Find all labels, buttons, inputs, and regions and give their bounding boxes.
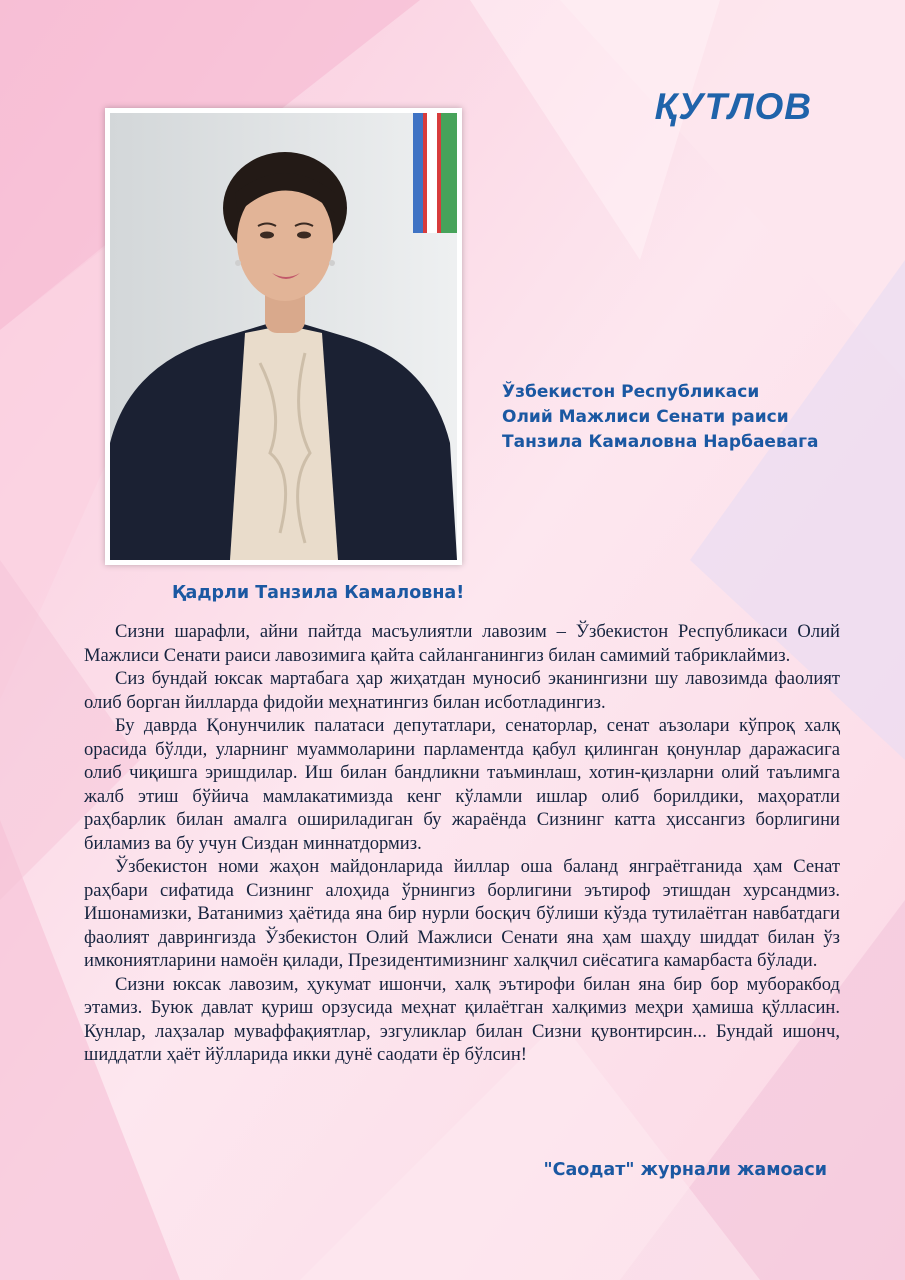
addressee-line: Олий Мажлиси Сенати раиси (502, 407, 789, 427)
addressee-line: Ўзбекистон Республикаси (502, 382, 760, 402)
addressee-line: Танзила Камаловна Нарбаевага (502, 432, 819, 452)
page-title: ҚУТЛОВ (654, 86, 812, 127)
body-paragraph: Сизни юксак лавозим, ҳукумат ишончи, халқ эътирофи билан яна бир бор муборакбод этамиз. Буюк давлат қуриш орзусида меҳнат қилаётган халқимиз меҳри ҳамиша қўлласин. Кунлар, лаҳзалар муваффақиятлар, эзгуликлар билан Сизни қувонтирсин... Бундай ишонч, шиддатли ҳаёт йўлларида икки дунё саодати ёр бўлсин! (84, 973, 840, 1065)
flag-graphic (413, 113, 457, 233)
addressee-block (502, 380, 819, 455)
letter-body (84, 620, 840, 1067)
salutation-heading: Қадрли Танзила Камаловна! (172, 583, 465, 603)
portrait-photo (105, 108, 462, 565)
body-paragraph: Сизни шарафли, айни пайтда масъулиятли лавозим – Ўзбекистон Республикаси Олий Мажлиси Сенати раиси лавозимига қайта сайланганингиз билан самимий табриклаймиз. (84, 621, 840, 666)
signature: "Саодат" журнали жамоаси (543, 1160, 827, 1180)
body-paragraph: Ўзбекистон номи жаҳон майдонларида йиллар оша баланд янграётганида ҳам Сенат раҳбари сифатида Сизнинг алоҳида ўрнингиз борлигини эътироф этишдан хурсандмиз. Ишонамизки, Ватанимиз ҳаётида яна бир нурли босқич бўлиши кўзда тутилаётган навбатдаги фаолият даврингизда Ўзбекистон Олий Мажлиси Сенати яна ҳам шаҳду шиддат билан ўз имкониятларини намоён қилади, Президентимизнинг халқчил сиёсатига камарбаста бўлади. (84, 856, 840, 971)
body-paragraph: Бу даврда Қонунчилик палатаси депутатлари, сенаторлар, сенат аъзолари кўпроқ халқ орасида бўлди, уларнинг муаммоларини парламентда қабул қилинган қонунлар даражасигa олиб чиқишга эришдилар. Иш билан бандликни таъминлаш, хотин-қизларни олий таълимга жалб этиш бўйича мамлакатимизда кенг кўламли ишлар олиб борилдики, маҳоратли раҳбарлик билан амалга ошириладиган бу жараёнда Сизнинг катта ҳиссангиз борлигини биламиз ва бу учун Сиздан миннатдормиз. (84, 715, 840, 854)
body-paragraph: Сиз бундай юксак мартабага ҳар жиҳатдан муносиб эканингизни шу лавозимда фаолият олиб борган йилларда фидойи меҳнатингиз билан исботладингиз. (84, 668, 840, 713)
